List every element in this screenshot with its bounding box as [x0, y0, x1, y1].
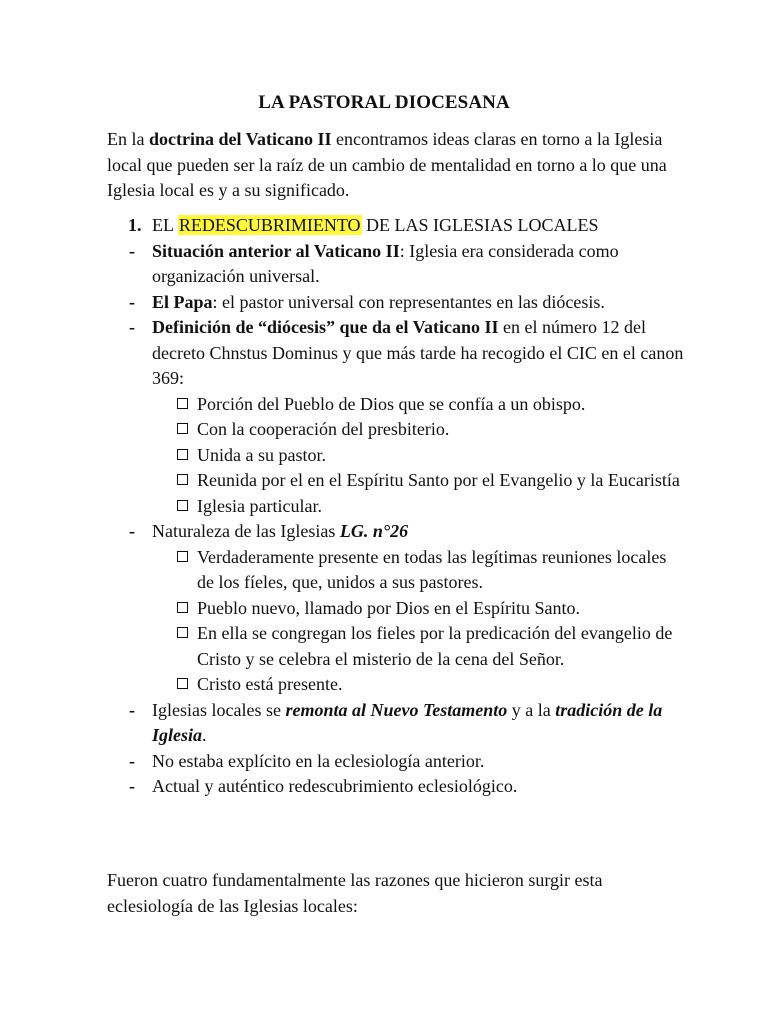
- checkbox-item-text: Iglesia particular.: [197, 495, 322, 516]
- intro-prefix: En la: [107, 129, 149, 149]
- checkbox-item: [107, 672, 687, 698]
- dash-bullet: -: [129, 240, 135, 261]
- checkbox-item-text: Pueblo nuevo, llamado por Dios en el Espíritu Santo.: [197, 597, 580, 618]
- item-text: No estaba explícito en la eclesiología anterior.: [152, 750, 485, 771]
- checkbox-item-text: Cristo está presente.: [197, 674, 343, 694]
- item-emphasis: tradición de la Iglesia: [152, 699, 663, 745]
- item-bold: Definición de “diócesis” que da el Vaticano II: [152, 317, 499, 337]
- checkbox-square-icon: [177, 551, 188, 562]
- list-item: [107, 749, 687, 775]
- checkbox-item: [107, 443, 687, 469]
- list-item: [107, 519, 687, 545]
- section-heading-before: EL: [152, 215, 178, 235]
- checkbox-item: [107, 392, 687, 418]
- item-text: Naturaleza de las Iglesias: [152, 521, 340, 541]
- list-item: [107, 698, 687, 749]
- dash-bullet: -: [129, 776, 135, 796]
- list-item: [107, 774, 687, 800]
- checkbox-item: [107, 494, 687, 520]
- item-bold: El Papa: [152, 291, 213, 312]
- checkbox-item-text: Unida a su pastor.: [197, 444, 326, 465]
- checkbox-item: [107, 621, 687, 672]
- dash-bullet: -: [129, 521, 135, 541]
- item-text: Actual y auténtico redescubrimiento eclesiológico.: [152, 776, 518, 796]
- item-reference: LG. n°26: [339, 521, 409, 541]
- item-bold: Situación anterior al Vaticano II: [152, 240, 400, 261]
- intro-rest: encontramos ideas claras en torno a la Iglesia local que pueden ser la raíz de un cambio de mentalidad en torno a lo que una Iglesia local es y a su significado.: [107, 129, 667, 200]
- intro-paragraph: [107, 127, 687, 204]
- item-text: en el número 12 del decreto Chnstus Dominus y que más tarde ha recogido el CIC en el canon 369:: [152, 317, 684, 388]
- dash-bullet: -: [129, 317, 135, 337]
- section-heading: [107, 213, 687, 239]
- section-list: [107, 213, 687, 800]
- section-number: 1.: [128, 215, 142, 235]
- checkbox-item: [107, 468, 687, 494]
- section-heading-after: DE LAS IGLESIAS LOCALES: [361, 215, 599, 235]
- list-item: [107, 290, 687, 316]
- item-emphasis: remonta al Nuevo Testamento: [285, 699, 508, 720]
- checkbox-item: [107, 596, 687, 622]
- item-text: Iglesias locales se: [152, 699, 286, 720]
- list-item: [107, 239, 687, 290]
- dash-bullet: -: [129, 291, 135, 312]
- checkbox-square-icon: [177, 423, 188, 434]
- checkbox-item-text: En ella se congregan los fieles por la predicación del evangelio de Cristo y se celebra el misterio de la cena del Señor.: [197, 623, 673, 669]
- highlighted-term: REDESCUBRIMIENTO: [178, 215, 361, 235]
- checkbox-item-text: Verdaderamente presente en todas las legítimas reuniones locales de los fíeles, que, unidos a sus pastores.: [197, 546, 667, 592]
- dash-bullet: -: [129, 750, 135, 771]
- closing-paragraph: Fueron cuatro fundamentalmente las razones que hicieron surgir esta eclesiología de las Iglesias locales:: [107, 870, 603, 916]
- checkbox-square-icon: [177, 449, 188, 460]
- checkbox-item: [107, 545, 687, 596]
- item-text: : el pastor universal con representantes en las diócesis.: [212, 291, 605, 312]
- checkbox-square-icon: [177, 678, 188, 689]
- checkbox-square-icon: [177, 474, 188, 485]
- dash-bullet: -: [129, 699, 135, 720]
- item-text: : Iglesia era considerada como organización universal.: [152, 240, 619, 286]
- checkbox-item-text: Reunida por el en el Espíritu Santo por el Evangelio y la Eucaristía: [197, 470, 680, 490]
- checkbox-square-icon: [177, 627, 188, 638]
- checkbox-item: [107, 417, 687, 443]
- list-item: [107, 315, 687, 392]
- checkbox-square-icon: [177, 500, 188, 511]
- intro-bold-term: doctrina del Vaticano II: [149, 129, 332, 149]
- checkbox-item-text: Porción del Pueblo de Dios que se confía a un obispo.: [197, 393, 586, 414]
- page-title: LA PASTORAL DIOCESANA: [258, 92, 510, 113]
- checkbox-item-text: Con la cooperación del presbiterio.: [197, 419, 450, 439]
- item-text: .: [202, 725, 207, 745]
- checkbox-square-icon: [177, 398, 188, 409]
- item-text: y a la: [507, 699, 556, 720]
- checkbox-square-icon: [177, 602, 188, 613]
